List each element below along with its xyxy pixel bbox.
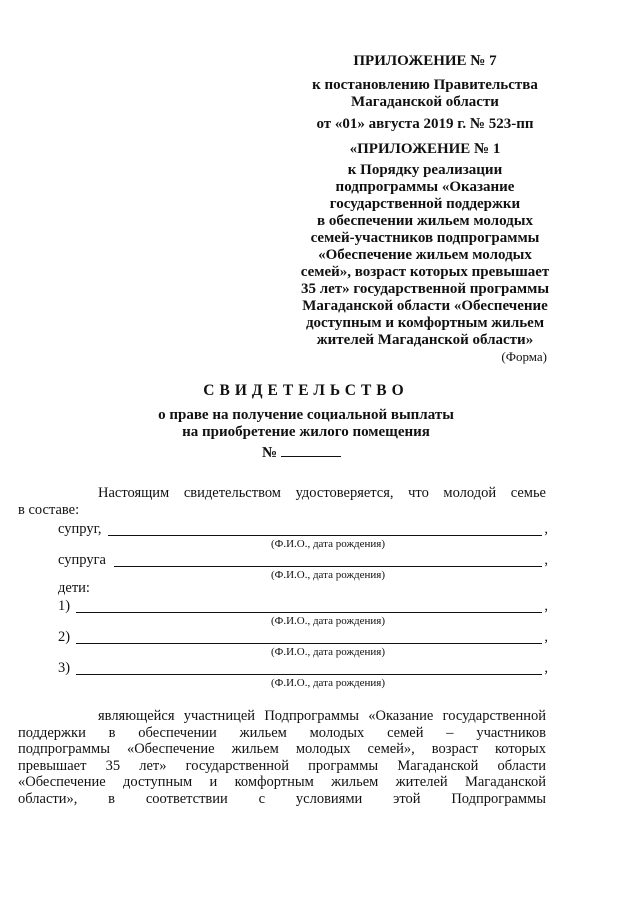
resolution-line: Магаданской области	[351, 94, 499, 110]
hint-text: (Ф.И.О., дата рождения)	[270, 538, 386, 550]
child-2-field[interactable]	[76, 643, 542, 644]
body-line: области», в соответствии с условиями этой Подпрограммы	[18, 790, 546, 807]
body-line: превышает 35 лет» государственной программы Магаданской области	[18, 757, 546, 774]
child-1-field[interactable]	[76, 612, 542, 613]
number-label: №	[262, 445, 278, 461]
spouse-m-row	[58, 520, 548, 538]
subtitle-line: о праве на получение социальной выплаты	[158, 407, 454, 423]
hint-text: (Ф.И.О., дата рождения)	[270, 569, 386, 581]
spouse-m-field[interactable]	[108, 535, 542, 536]
spouse-m-label: супруг,	[58, 521, 102, 537]
intro-line: Настоящим свидетельством удостоверяется, что молодой семье	[98, 485, 546, 501]
order-line: Магаданской области «Обеспечение	[302, 298, 548, 314]
body-line: поддержки в обеспечении жильем молодых семей – участников	[18, 724, 546, 741]
number-blank[interactable]	[281, 442, 341, 457]
document-subtitle	[0, 407, 612, 441]
comma: ,	[544, 629, 548, 645]
document-title: СВИДЕТЕЛЬСТВО	[203, 382, 409, 399]
comma: ,	[544, 521, 548, 537]
appendix-header	[300, 53, 550, 349]
order-line: в обеспечении жильем молодых	[317, 213, 533, 229]
appendix-ref: «ПРИЛОЖЕНИЕ № 1	[349, 141, 501, 157]
child-3-field[interactable]	[76, 674, 542, 675]
order-line: доступным и комфортным жильем	[305, 315, 545, 331]
form-label: (Форма)	[501, 349, 547, 364]
subtitle-line: на приобретение жилого помещения	[182, 424, 430, 440]
field-hint	[58, 677, 548, 689]
order-line: семей-участников подпрограммы	[310, 230, 540, 246]
body-paragraph	[18, 708, 546, 807]
child-3-label: 3)	[58, 660, 71, 676]
field-hint	[58, 569, 548, 581]
child-row-2	[58, 628, 548, 646]
spouse-f-label: супруга	[58, 552, 106, 568]
children-label: дети:	[58, 580, 90, 596]
body-line: подпрограммы «Обеспечение жильем молодых семей», возраст которых	[18, 741, 546, 757]
comma: ,	[544, 598, 548, 614]
order-line: 35 лет» государственной программы	[300, 281, 550, 297]
spouse-f-row	[58, 551, 548, 569]
order-line: государственной поддержки	[329, 196, 521, 212]
hint-text: (Ф.И.О., дата рождения)	[270, 677, 386, 689]
intro-line: в составе:	[18, 501, 80, 518]
comma: ,	[544, 552, 548, 568]
child-row-3	[58, 659, 548, 677]
intro-paragraph	[18, 485, 546, 518]
order-line: жителей Магаданской области»	[316, 332, 534, 348]
hint-text: (Ф.И.О., дата рождения)	[270, 615, 386, 627]
resolution-date: от «01» августа 2019 г. № 523-пп	[316, 116, 534, 132]
spouse-f-field[interactable]	[114, 566, 542, 567]
appendix-title: ПРИЛОЖЕНИЕ № 7	[353, 53, 497, 69]
child-2-label: 2)	[58, 629, 71, 645]
order-line: подпрограммы «Оказание	[335, 179, 515, 195]
body-line: являющейся участницей Подпрограммы «Оказание государственной	[98, 708, 546, 724]
order-line: семей», возраст которых превышает	[300, 264, 550, 280]
child-1-label: 1)	[58, 598, 71, 614]
field-hint	[58, 615, 548, 627]
field-hint	[58, 646, 548, 658]
hint-text: (Ф.И.О., дата рождения)	[270, 646, 386, 658]
resolution-line: к постановлению Правительства	[312, 77, 538, 93]
field-hint	[58, 538, 548, 550]
certificate-number	[262, 442, 341, 462]
order-line: к Порядку реализации	[347, 162, 503, 178]
comma: ,	[544, 660, 548, 676]
order-line: «Обеспечение жильем молодых	[318, 247, 532, 263]
body-line: «Обеспечение доступным и комфортным жильем жителей Магаданской	[18, 774, 546, 790]
child-row-1	[58, 597, 548, 615]
